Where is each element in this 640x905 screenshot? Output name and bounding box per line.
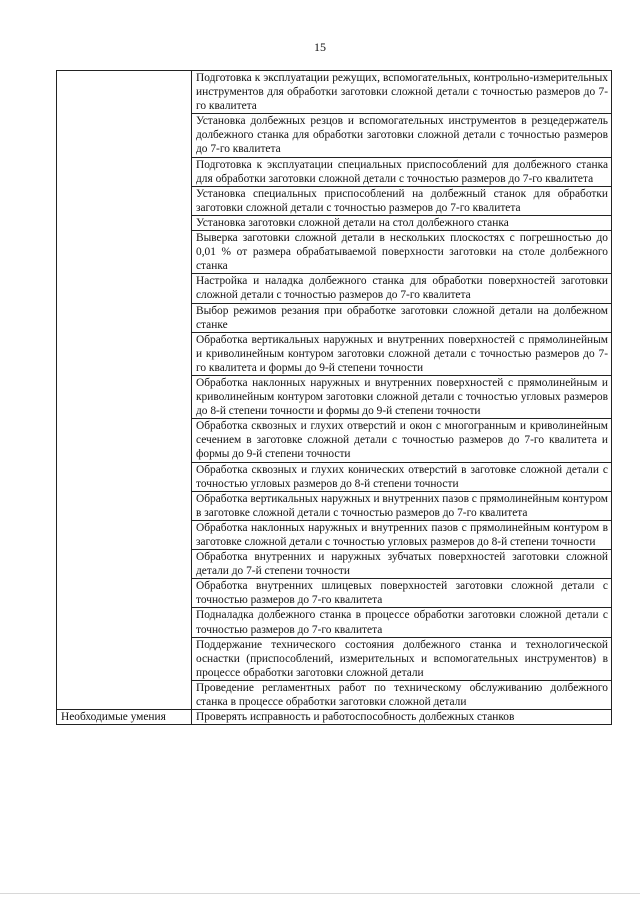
labor-action-item: Подготовка к эксплуатации специальных приспособлений для долбежного станка для обработки заготовки сложной детали с точностью размеров до 7-го квалитета [192, 157, 612, 186]
labor-action-item: Поддержание технического состояния долбежного станка и технологической оснастки (приспособлений, измерительных и вспомогательных инструментов) в процессе обработки заготовки сложной детали [192, 637, 612, 680]
labor-action-item: Выбор режимов резания при обработке заготовки сложной детали на долбежном станке [192, 303, 612, 332]
table-row [57, 710, 612, 725]
labor-action-item: Установка специальных приспособлений на долбежный станок для обработки заготовки сложной детали с точностью размеров до 7-го квалитета [192, 186, 612, 215]
labor-action-item: Установка заготовки сложной детали на стол долбежного станка [192, 215, 612, 230]
labor-action-item: Обработка внутренних и наружных зубчатых поверхностей заготовки сложной детали до 7-й степени точности [192, 550, 612, 579]
labor-actions-label-cell [57, 71, 192, 710]
page-number: 15 [314, 40, 326, 54]
skills-label: Необходимые умения [57, 710, 192, 725]
requirements-table [56, 70, 612, 725]
labor-action-item: Подналадка долбежного станка в процессе обработки заготовки сложной детали с точностью размеров до 7-го квалитета [192, 608, 612, 637]
labor-action-item: Выверка заготовки сложной детали в нескольких плоскостях с погрешностью до 0,01 % от размера обрабатываемой поверхности заготовки на столе долбежного станка [192, 231, 612, 274]
labor-action-item: Обработка вертикальных наружных и внутренних пазов с прямолинейным контуром в заготовке сложной детали с точностью размеров до 7-го квалитета [192, 491, 612, 520]
table-row [57, 71, 612, 114]
labor-action-item: Установка долбежных резцов и вспомогательных инструментов в резцедержатель долбежного станка для обработки заготовки сложной детали с точностью размеров до 7-го квалитета [192, 114, 612, 157]
labor-action-item: Обработка внутренних шлицевых поверхностей заготовки сложной детали с точностью размеров до 7-го квалитета [192, 579, 612, 608]
labor-action-item: Обработка сквозных и глухих конических отверстий в заготовке сложной детали с точностью угловых размеров до 8-й степени точности [192, 462, 612, 491]
labor-action-item: Проведение регламентных работ по техническому обслуживанию долбежного станка в процессе обработки заготовки сложной детали [192, 680, 612, 709]
page-bottom-rule [0, 893, 640, 894]
labor-action-item: Настройка и наладка долбежного станка для обработки поверхностей заготовки сложной детали с точностью размеров до 7-го квалитета [192, 274, 612, 303]
labor-action-item: Обработка вертикальных наружных и внутренних поверхностей с прямолинейным и криволинейным контуром заготовки сложной детали с точностью размеров до 7-го квалитета и формы до 9-й степени точности [192, 332, 612, 375]
labor-action-item: Обработка наклонных наружных и внутренних поверхностей с прямолинейным и криволинейным контуром заготовки сложной детали с точностью угловых размеров до 8-й степени точности и формы до 9-й степени точности [192, 375, 612, 418]
labor-action-item: Подготовка к эксплуатации режущих, вспомогательных, контрольно-измерительных инструментов для обработки заготовки сложной детали с точностью размеров до 7-го квалитета [192, 71, 612, 114]
labor-action-item: Обработка наклонных наружных и внутренних пазов с прямолинейным контуром в заготовке сложной детали с точностью угловых размеров до 8-й степени точности [192, 520, 612, 549]
labor-action-item: Обработка сквозных и глухих отверстий и окон с многогранным и криволинейным сечением в заготовке сложной детали с точностью размеров до 7-го квалитета и формы до 9-й степени точности [192, 419, 612, 462]
skill-item: Проверять исправность и работоспособность долбежных станков [192, 710, 612, 725]
